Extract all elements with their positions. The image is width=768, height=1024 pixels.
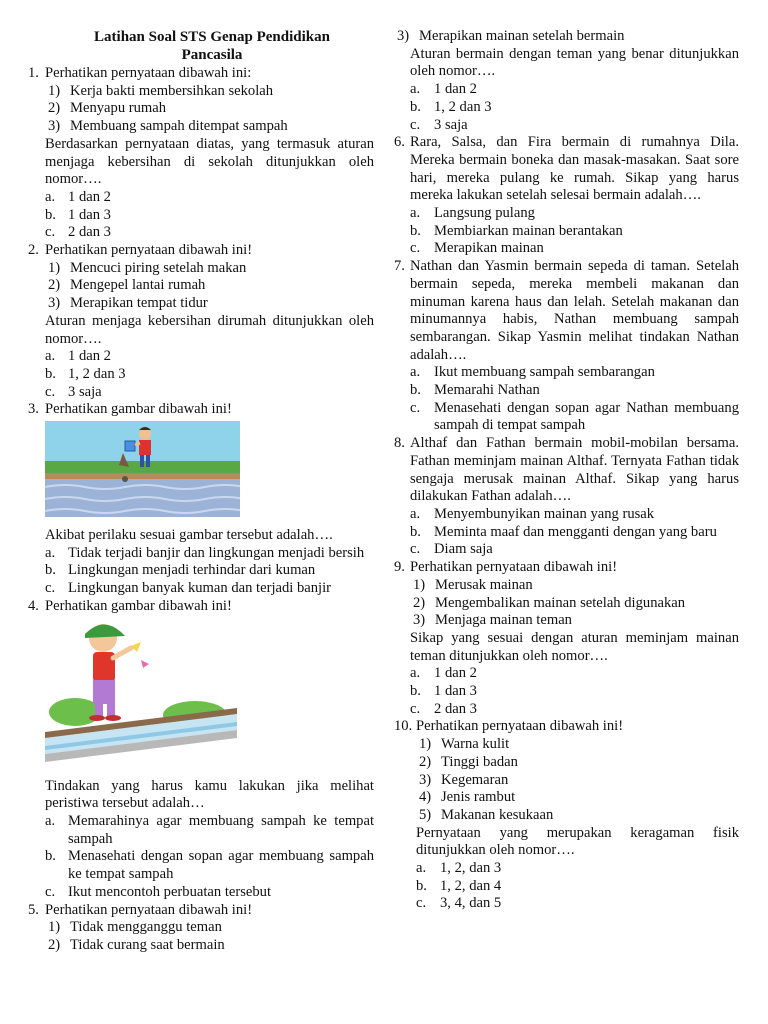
option-text: Lingkungan banyak kuman dan terjadi banjir [68,580,332,597]
question-stem: Perhatikan gambar dibawah ini! [45,597,232,614]
answer-option-b[interactable] [45,562,374,580]
option-letter: a. [416,860,427,877]
item-text: Menjaga mainan teman [435,612,572,629]
item-number: 2) [48,100,61,117]
item-text: Merapikan tempat tidur [70,295,208,312]
question-prompt: Pernyataan yang merupakan keragaman fisik ditunjukkan oleh nomor…. [416,824,739,859]
question-prompt: Tindakan yang harus kamu lakukan jika melihat peristiwa tersebut adalah… [45,777,374,812]
item-number: 3) [419,771,432,788]
item-number: 2) [48,936,61,953]
option-letter: a. [45,188,56,205]
statement-item [45,277,374,295]
question-prompt: Berdasarkan pernyataan diatas, yang termasuk aturan menjaga kebersihan di sekolah ditunjukkan oleh nomor…. [45,135,374,188]
item-number: 4) [419,789,432,806]
question-number: 5. [28,901,39,918]
option-text: 1, 2, dan 4 [440,877,502,894]
item-number: 1) [48,82,61,99]
question-4 [28,598,374,902]
item-number: 3) [413,612,426,629]
option-text: Tidak terjadi banjir dan lingkungan menjadi bersih [68,544,365,561]
question-prompt: Sikap yang sesuai dengan aturan meminjam mainan teman ditunjukkan oleh nomor…. [410,629,739,664]
item-number: 2) [48,277,61,294]
option-letter: c. [45,883,56,900]
title-line-1: Latihan Soal STS Genap Pendidikan [94,29,330,45]
statement-item [45,83,374,101]
option-letter: a. [45,348,56,365]
item-number: 1) [48,919,61,936]
option-letter: c. [416,895,427,912]
answer-option-a[interactable] [45,348,374,366]
answer-option-b[interactable] [45,207,374,225]
option-letter: b. [45,206,56,223]
option-letter: b. [410,382,421,399]
statement-item [45,260,374,278]
option-text: Langsung pulang [434,205,535,222]
worksheet-title [28,28,374,64]
question-8 [394,435,739,559]
right-column [394,28,739,913]
item-text: Mencuci piring setelah makan [70,259,247,276]
statement-item [416,772,739,790]
question-stem: Perhatikan pernyataan dibawah ini: [45,65,252,81]
option-letter: a. [410,205,421,222]
statement-list [410,577,739,630]
item-number: 3) [48,118,61,135]
item-number: 2) [413,594,426,611]
option-text: 3 saja [68,383,102,400]
option-text: 3 saja [434,116,468,133]
item-text: Mengepel lantai rumah [70,277,206,294]
answer-option-a[interactable] [410,506,739,524]
option-text: 1 dan 2 [434,665,477,682]
question-stem: Althaf dan Fathan bermain mobil-mobilan bersama. Fathan meminjam mainan Althaf. Ternyata Fathan tidak sengaja merusak mainan Althaf. Sikap yang harus dilakukan Fathan adalah…. [410,435,739,505]
option-letter: b. [410,683,421,700]
statement-item [394,28,739,46]
option-letter: a. [45,544,56,561]
answer-option-b[interactable] [410,524,739,542]
statement-item [416,807,739,825]
answer-option-a[interactable] [45,545,374,563]
item-number: 3) [397,28,410,44]
question-number: 8. [394,435,405,452]
option-letter: c. [45,383,56,400]
item-number: 5) [419,806,432,823]
option-letter: b. [416,877,427,894]
item-number: 1) [48,259,61,276]
option-letter: b. [45,848,56,865]
statement-item [45,295,374,313]
question-number: 9. [394,559,405,576]
item-text: Membuang sampah ditempat sampah [70,118,288,135]
answer-option-c[interactable] [45,580,374,598]
question-stem: Nathan dan Yasmin bermain sepeda di taman. Setelah bermain sepeda, mereka membeli makanan dan minuman karena haus dan lelah. Setelah makanan dan minumannya habis, Nathan membuang sampah sembarangan. Sikap Yasmin melihat tindakan Nathan adalah…. [410,258,739,363]
answer-option-c[interactable] [45,884,374,902]
option-text: Ikut mencontoh perbuatan tersebut [68,883,272,900]
option-letter: c. [410,700,421,717]
item-number: 2) [419,753,432,770]
answer-option-b[interactable] [45,366,374,384]
item-text: Makanan kesukaan [441,806,554,823]
option-text: 1 dan 2 [434,81,477,98]
question-prompt: Aturan menjaga kebersihan dirumah ditunjukkan oleh nomor…. [45,312,374,347]
answer-option-b[interactable] [45,848,374,883]
answer-option-c[interactable] [416,895,739,913]
option-letter: b. [410,523,421,540]
answer-option-c[interactable] [410,701,739,719]
illustration-boy-dumping-trash-in-river [45,421,240,517]
answer-option-a[interactable] [45,813,374,848]
question-7 [394,258,739,435]
item-text: Menyapu rumah [70,100,167,117]
question-prompt: Aturan bermain dengan teman yang benar ditunjukkan oleh nomor…. [410,45,739,80]
option-letter: a. [410,81,421,98]
answer-option-a[interactable] [410,364,739,382]
statement-item [410,577,739,595]
item-text: Jenis rambut [441,789,516,806]
answer-option-c[interactable] [410,240,739,258]
question-9 [394,559,739,718]
answer-option-b[interactable] [410,683,739,701]
option-text: 1, 2, dan 3 [440,860,502,877]
option-text: Lingkungan menjadi terhindar dari kuman [68,562,316,579]
question-stem: Perhatikan pernyataan dibawah ini! [45,901,253,918]
river-scene-image [45,421,240,517]
option-text: 1 dan 3 [434,683,477,700]
option-text: 1, 2 dan 3 [68,365,126,382]
option-text: Memarahi Nathan [434,382,540,399]
option-text: 1 dan 2 [68,348,111,365]
option-text: 1, 2 dan 3 [434,98,492,115]
statement-item [45,100,374,118]
option-letter: a. [410,364,421,381]
answer-option-a[interactable] [45,189,374,207]
option-text: Menasehati dengan sopan agar Nathan membuang sampah di tempat sampah [434,399,739,434]
answer-option-c[interactable] [410,117,739,135]
statement-item [416,736,739,754]
answer-option-a[interactable] [410,81,739,99]
left-column [28,28,374,955]
item-number: 1) [419,736,432,753]
option-letter: b. [410,98,421,115]
option-letter: c. [410,399,421,416]
option-letter: a. [45,812,56,829]
question-5-continued [394,28,739,134]
option-text: 2 dan 3 [434,700,477,717]
question-2 [28,242,374,401]
question-number: 4. [28,597,39,614]
answer-option-a[interactable] [410,665,739,683]
answer-option-c[interactable] [45,224,374,242]
illustration-boy-littering [45,620,237,770]
answer-option-c[interactable] [410,400,739,435]
question-stem: Rara, Salsa, dan Fira bermain di rumahnya Dila. Mereka bermain boneka dan masak-masakan. Saat sore hari, mereka pulang ke rumah. Sikap yang harus mereka lakukan setelah selesai bermain adalah…. [410,134,739,204]
option-text: Memarahinya agar membuang sampah ke tempat sampah [68,812,374,847]
statement-item [416,754,739,772]
option-text: 1 dan 3 [68,206,111,223]
question-5 [28,902,374,955]
item-text: Merusak mainan [435,576,533,593]
answer-option-c[interactable] [45,384,374,402]
option-text: Menasehati dengan sopan agar membuang sampah ke tempat sampah [68,848,374,883]
question-number: 1. [28,65,39,81]
statement-item [45,118,374,136]
question-10 [394,718,739,913]
answer-option-b[interactable] [410,99,739,117]
option-text: Diam saja [434,541,493,558]
item-text: Kerja bakti membersihkan sekolah [70,82,274,99]
option-letter: c. [410,116,421,133]
question-stem: Perhatikan pernyataan dibawah ini! [45,242,253,259]
answer-option-b[interactable] [410,382,739,400]
boy-littering-image [45,620,237,770]
question-number: 7. [394,258,405,275]
option-text: Merapikan mainan [434,240,544,257]
option-text: 2 dan 3 [68,224,111,241]
statement-list [416,736,739,825]
question-1 [28,65,374,242]
option-text: Membiarkan mainan berantakan [434,222,623,239]
statement-item [410,595,739,613]
question-stem: Perhatikan pernyataan dibawah ini! [416,718,624,735]
question-3 [28,401,374,598]
option-letter: c. [45,224,56,241]
answer-option-c[interactable] [410,541,739,559]
item-number: 1) [413,576,426,593]
statement-list [394,28,739,46]
question-prompt: Akibat perilaku sesuai gambar tersebut adalah…. [45,527,333,544]
option-text: Ikut membuang sampah sembarangan [434,364,655,381]
answer-option-a[interactable] [410,205,739,223]
question-stem: Perhatikan gambar dibawah ini! [45,401,232,418]
item-number: 3) [48,295,61,312]
option-letter: a. [410,665,421,682]
statement-item [410,612,739,630]
item-text: Tidak curang saat bermain [70,936,225,953]
statement-item [45,937,374,955]
question-stem: Perhatikan pernyataan dibawah ini! [410,559,618,576]
title-line-2: Pancasila [181,47,243,63]
option-letter: c. [410,541,421,558]
answer-option-b[interactable] [410,223,739,241]
item-text: Warna kulit [441,736,510,753]
item-text: Kegemaran [441,771,509,788]
option-letter: c. [45,580,56,597]
question-number: 2. [28,242,39,259]
statement-item [45,919,374,937]
option-letter: c. [410,240,421,257]
option-text: 1 dan 2 [68,188,111,205]
item-text: Tinggi badan [441,753,518,770]
answer-option-a[interactable] [416,860,739,878]
option-letter: b. [410,222,421,239]
question-number: 6. [394,134,405,151]
statement-list [45,260,374,313]
question-6 [394,134,739,258]
option-text: Meminta maaf dan mengganti dengan yang baru [434,523,717,540]
option-letter: a. [410,505,421,522]
item-text: Tidak mengganggu teman [70,919,222,936]
item-text: Merapikan mainan setelah bermain [419,28,625,44]
question-number: 10. [394,718,413,735]
answer-option-b[interactable] [416,878,739,896]
statement-item [416,789,739,807]
option-text: Menyembunyikan mainan yang rusak [434,505,655,522]
option-letter: b. [45,562,56,579]
question-number: 3. [28,401,39,418]
statement-list [45,83,374,136]
item-text: Mengembalikan mainan setelah digunakan [435,594,686,611]
option-text: 3, 4, dan 5 [440,895,502,912]
option-letter: b. [45,365,56,382]
statement-list [45,919,374,954]
